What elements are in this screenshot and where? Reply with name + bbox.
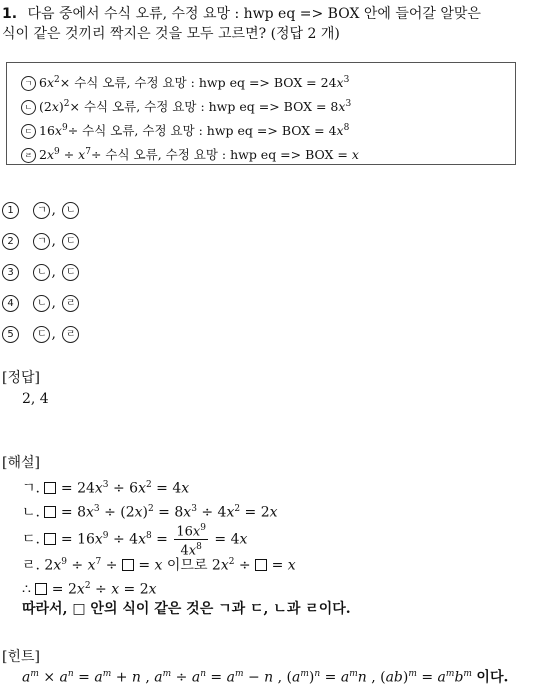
explanation-conclusion: 따라서, □ 안의 식이 같은 것은 ㄱ과 ㄷ, ㄴ과 ㄹ이다. bbox=[22, 601, 351, 617]
box-symbol bbox=[122, 559, 134, 571]
explanation-line-4: ㄹ. $2x^9 \div x^7$ ÷ = x 이므로 $2x^2$ ÷ = x bbox=[22, 557, 296, 574]
box-symbol bbox=[35, 583, 47, 595]
box-symbol bbox=[44, 533, 56, 545]
expr-text: ÷ 수식 오류, 수정 요망 : hwp eq => BOX = 4 bbox=[67, 123, 337, 139]
expr-text: × 수식 오류, 수정 요망 : hwp eq => BOX = 24 bbox=[59, 75, 337, 91]
expr-rvar: x bbox=[338, 99, 346, 115]
circled-mark: ㄷ bbox=[21, 124, 36, 139]
box-symbol bbox=[44, 482, 56, 494]
expr-paren: ) bbox=[58, 99, 64, 115]
question-line-1 bbox=[2, 4, 481, 24]
circled-mark: ㄱ bbox=[33, 233, 50, 250]
box-item-3 bbox=[21, 119, 349, 140]
expr-coef: 6 bbox=[39, 75, 47, 91]
expr-text: ÷ 수식 오류, 수정 요망 : hwp eq => BOX = bbox=[90, 147, 352, 163]
circled-mark: ㄴ bbox=[33, 264, 50, 281]
expr-rexp: 3 bbox=[343, 75, 350, 85]
explanation-line-5: ∴ = $2x^2 \div x = 2x$ bbox=[22, 581, 157, 598]
choice-1[interactable]: 1 ㄱ , ㄴ bbox=[2, 200, 79, 220]
since-text: 이므로 bbox=[166, 557, 208, 574]
choice-5[interactable]: 5 ㄷ , ㄹ bbox=[2, 324, 79, 344]
circled-mark: ㄹ bbox=[21, 148, 36, 163]
answer-label: [정답] bbox=[2, 370, 40, 386]
expr-rvar: x bbox=[336, 123, 344, 139]
explanation-label: [해설] bbox=[2, 455, 40, 471]
expr-coef: (2 bbox=[39, 99, 52, 115]
line-mark: ㄴ. bbox=[22, 504, 40, 521]
question-text-2: 식이 같은 것끼리 짝지은 것을 모두 고르면? (정답 2 개) bbox=[2, 26, 340, 42]
box-item-1 bbox=[21, 71, 349, 92]
expr-text: × 수식 오류, 수정 요망 : hwp eq => BOX = 8 bbox=[69, 99, 339, 115]
hint-end: 이다. bbox=[476, 669, 509, 686]
line-mark: ㄱ. bbox=[22, 480, 40, 497]
question-text-1: 다음 중에서 수식 오류, 수정 요망 : hwp eq => BOX 안에 들어갈 알맞은 bbox=[27, 6, 481, 22]
choice-number: 1 bbox=[2, 202, 19, 219]
choice-number: 4 bbox=[2, 295, 19, 312]
choice-number: 5 bbox=[2, 326, 19, 343]
choice-number: 3 bbox=[2, 264, 19, 281]
explanation-line-2: ㄴ. = $8x^3 \div (2x)^2 = 8x^3 \div 4x^2 = 2x$ bbox=[22, 504, 278, 521]
circled-mark: ㄹ bbox=[62, 326, 79, 343]
choice-3[interactable]: 3 ㄴ , ㄷ bbox=[2, 262, 79, 282]
circled-mark: ㄱ bbox=[21, 76, 36, 91]
circled-mark: ㄴ bbox=[33, 295, 50, 312]
expr-rvar: x bbox=[336, 75, 344, 91]
expr-coef: 2 bbox=[39, 147, 47, 163]
box-symbol bbox=[255, 559, 267, 571]
box-item-2 bbox=[21, 95, 351, 116]
expr-op: ÷ bbox=[59, 147, 79, 163]
line-mark: ㄹ. bbox=[22, 557, 40, 574]
expr-rexp: 8 bbox=[343, 123, 350, 133]
given-expressions-box bbox=[6, 62, 516, 165]
expr-var: x bbox=[54, 123, 62, 139]
hint-formulas: $a^m \times a^n = a^m + n$ , $a^m \div a^n = a^m - n$ , $(a^m)^n = a^mn$ , $(ab)^m = a^mb^m$ 이다. bbox=[22, 669, 509, 686]
circled-mark: ㄷ bbox=[33, 326, 50, 343]
expr-exp: 9 bbox=[54, 147, 60, 157]
explanation-line-3: ㄷ. = $16x^9 \div 4x^8$ = $\frac{16x^9}{4x^8}$ = 4x bbox=[22, 522, 248, 559]
fraction: $\frac{16x^9}{4x^8}$ bbox=[176, 522, 206, 559]
expr-exp: 9 bbox=[61, 123, 68, 133]
expr-rexp: 3 bbox=[345, 99, 352, 109]
circled-mark: ㄱ bbox=[33, 202, 50, 219]
circled-mark: ㄷ bbox=[62, 264, 79, 281]
expr-rvar: x bbox=[351, 147, 359, 163]
circled-mark: ㄴ bbox=[62, 202, 79, 219]
choice-2[interactable]: 2 ㄱ , ㄷ bbox=[2, 231, 79, 251]
expr-exp: 7 bbox=[85, 147, 91, 157]
line-mark: ㄷ. bbox=[22, 531, 40, 548]
choice-number: 2 bbox=[2, 233, 19, 250]
question-number: 1. bbox=[2, 6, 18, 22]
circled-mark: ㄴ bbox=[21, 100, 36, 115]
choice-4[interactable]: 4 ㄴ , ㄹ bbox=[2, 293, 79, 313]
answer-value: 2, 4 bbox=[22, 391, 49, 407]
box-item-4 bbox=[21, 143, 359, 164]
expr-var: x bbox=[78, 147, 86, 163]
circled-mark: ㄹ bbox=[62, 295, 79, 312]
circled-mark: ㄷ bbox=[62, 233, 79, 250]
expr-var: x bbox=[51, 99, 59, 115]
box-symbol bbox=[44, 506, 56, 518]
expr-exp: 2 bbox=[63, 99, 70, 109]
hint-label: [힌트] bbox=[2, 649, 40, 665]
expr-var: x bbox=[46, 75, 55, 91]
explanation-line-1: ㄱ. = $24x^3 \div 6x^2 = 4x$ bbox=[22, 480, 190, 497]
expr-exp: 2 bbox=[54, 75, 60, 85]
expr-coef: 16 bbox=[39, 123, 55, 139]
expr-var: x bbox=[46, 147, 55, 163]
